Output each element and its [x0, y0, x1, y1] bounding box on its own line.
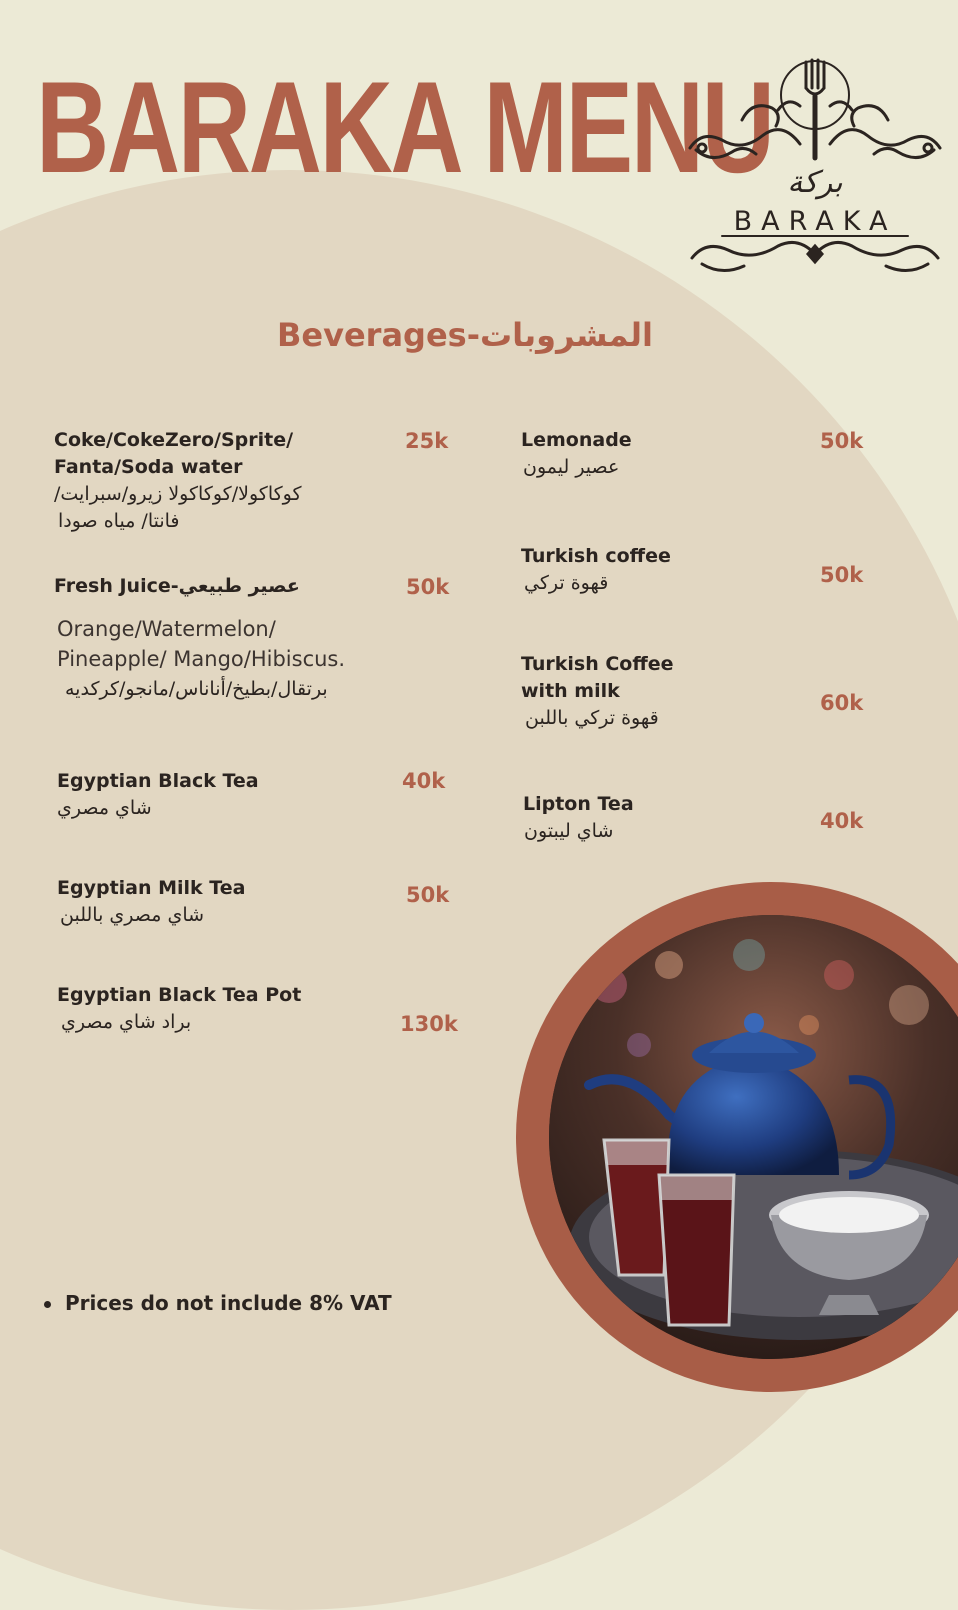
- item-price: 60k: [820, 691, 864, 715]
- item-price: 50k: [406, 883, 450, 907]
- item-price: 25k: [405, 429, 449, 453]
- item-name: Lemonade: [521, 429, 632, 451]
- logo-arabic-text: بركة: [787, 165, 843, 200]
- fork-icon: [806, 60, 824, 158]
- menu-item-egyptian-tea-pot: [57, 982, 301, 1036]
- item-name: Turkish coffee: [521, 545, 671, 567]
- menu-item-soft-drinks: [54, 427, 326, 535]
- item-name: Egyptian Black Tea Pot: [57, 984, 302, 1006]
- item-name-line: with milk: [521, 680, 620, 702]
- item-arabic: شاي مصري باللبن: [60, 904, 205, 926]
- menu-item-turkish-coffee: [521, 543, 671, 597]
- item-name-line: Coke/CokeZero/Sprite/: [54, 429, 294, 451]
- menu-item-fresh-juice: [54, 573, 369, 703]
- item-price: 130k: [400, 1012, 458, 1036]
- item-price: 40k: [820, 809, 864, 833]
- item-name: Fresh Juice-عصير طبيعي: [54, 575, 300, 597]
- item-arabic-line: كوكاكولا/كوكاكولا زيرو/سبرايت/: [54, 483, 302, 505]
- item-price: 50k: [820, 429, 864, 453]
- item-arabic: براد شاي مصري: [61, 1011, 192, 1033]
- ornament-icon: [682, 40, 948, 280]
- bullet-icon: [44, 1301, 51, 1308]
- vat-note: [44, 1291, 392, 1315]
- item-arabic: قهوة تركي باللبن: [525, 707, 659, 729]
- baraka-logo: [682, 40, 948, 280]
- item-description-line: Orange/Watermelon/: [57, 617, 276, 641]
- logo-text: BARAKA: [733, 206, 897, 237]
- item-description-line: Pineapple/ Mango/Hibiscus.: [57, 647, 346, 671]
- item-arabic-line: فانتا/ مياه صودا: [58, 510, 180, 532]
- item-price: 50k: [820, 563, 864, 587]
- menu-item-lemonade: [521, 427, 632, 481]
- item-price: 40k: [402, 769, 446, 793]
- item-name: Egyptian Milk Tea: [57, 877, 246, 899]
- vat-note-text: Prices do not include 8% VAT: [65, 1291, 392, 1315]
- item-name: Egyptian Black Tea: [57, 770, 259, 792]
- item-arabic: شاي ليبتون: [524, 820, 614, 842]
- item-arabic: شاي مصري: [57, 797, 152, 819]
- item-name-line: Turkish Coffee: [521, 653, 674, 675]
- item-arabic: قهوة تركي: [524, 572, 609, 594]
- menu-item-egyptian-milk-tea: [57, 875, 245, 929]
- item-name: Lipton Tea: [523, 793, 634, 815]
- item-name-line: Fanta/Soda water: [54, 456, 243, 478]
- menu-title: BARAKA MENU: [36, 54, 773, 200]
- menu-item-turkish-coffee-milk: [521, 651, 674, 732]
- item-arabic: برتقال/بطيخ/أناناس/مانجو/كركديه: [65, 678, 328, 700]
- item-arabic: عصير ليمون: [523, 456, 620, 478]
- menu-item-egyptian-black-tea: [57, 768, 259, 822]
- menu-item-lipton-tea: [523, 791, 634, 845]
- item-price: 50k: [406, 575, 450, 599]
- section-title: Beverages-المشروبات: [277, 316, 653, 354]
